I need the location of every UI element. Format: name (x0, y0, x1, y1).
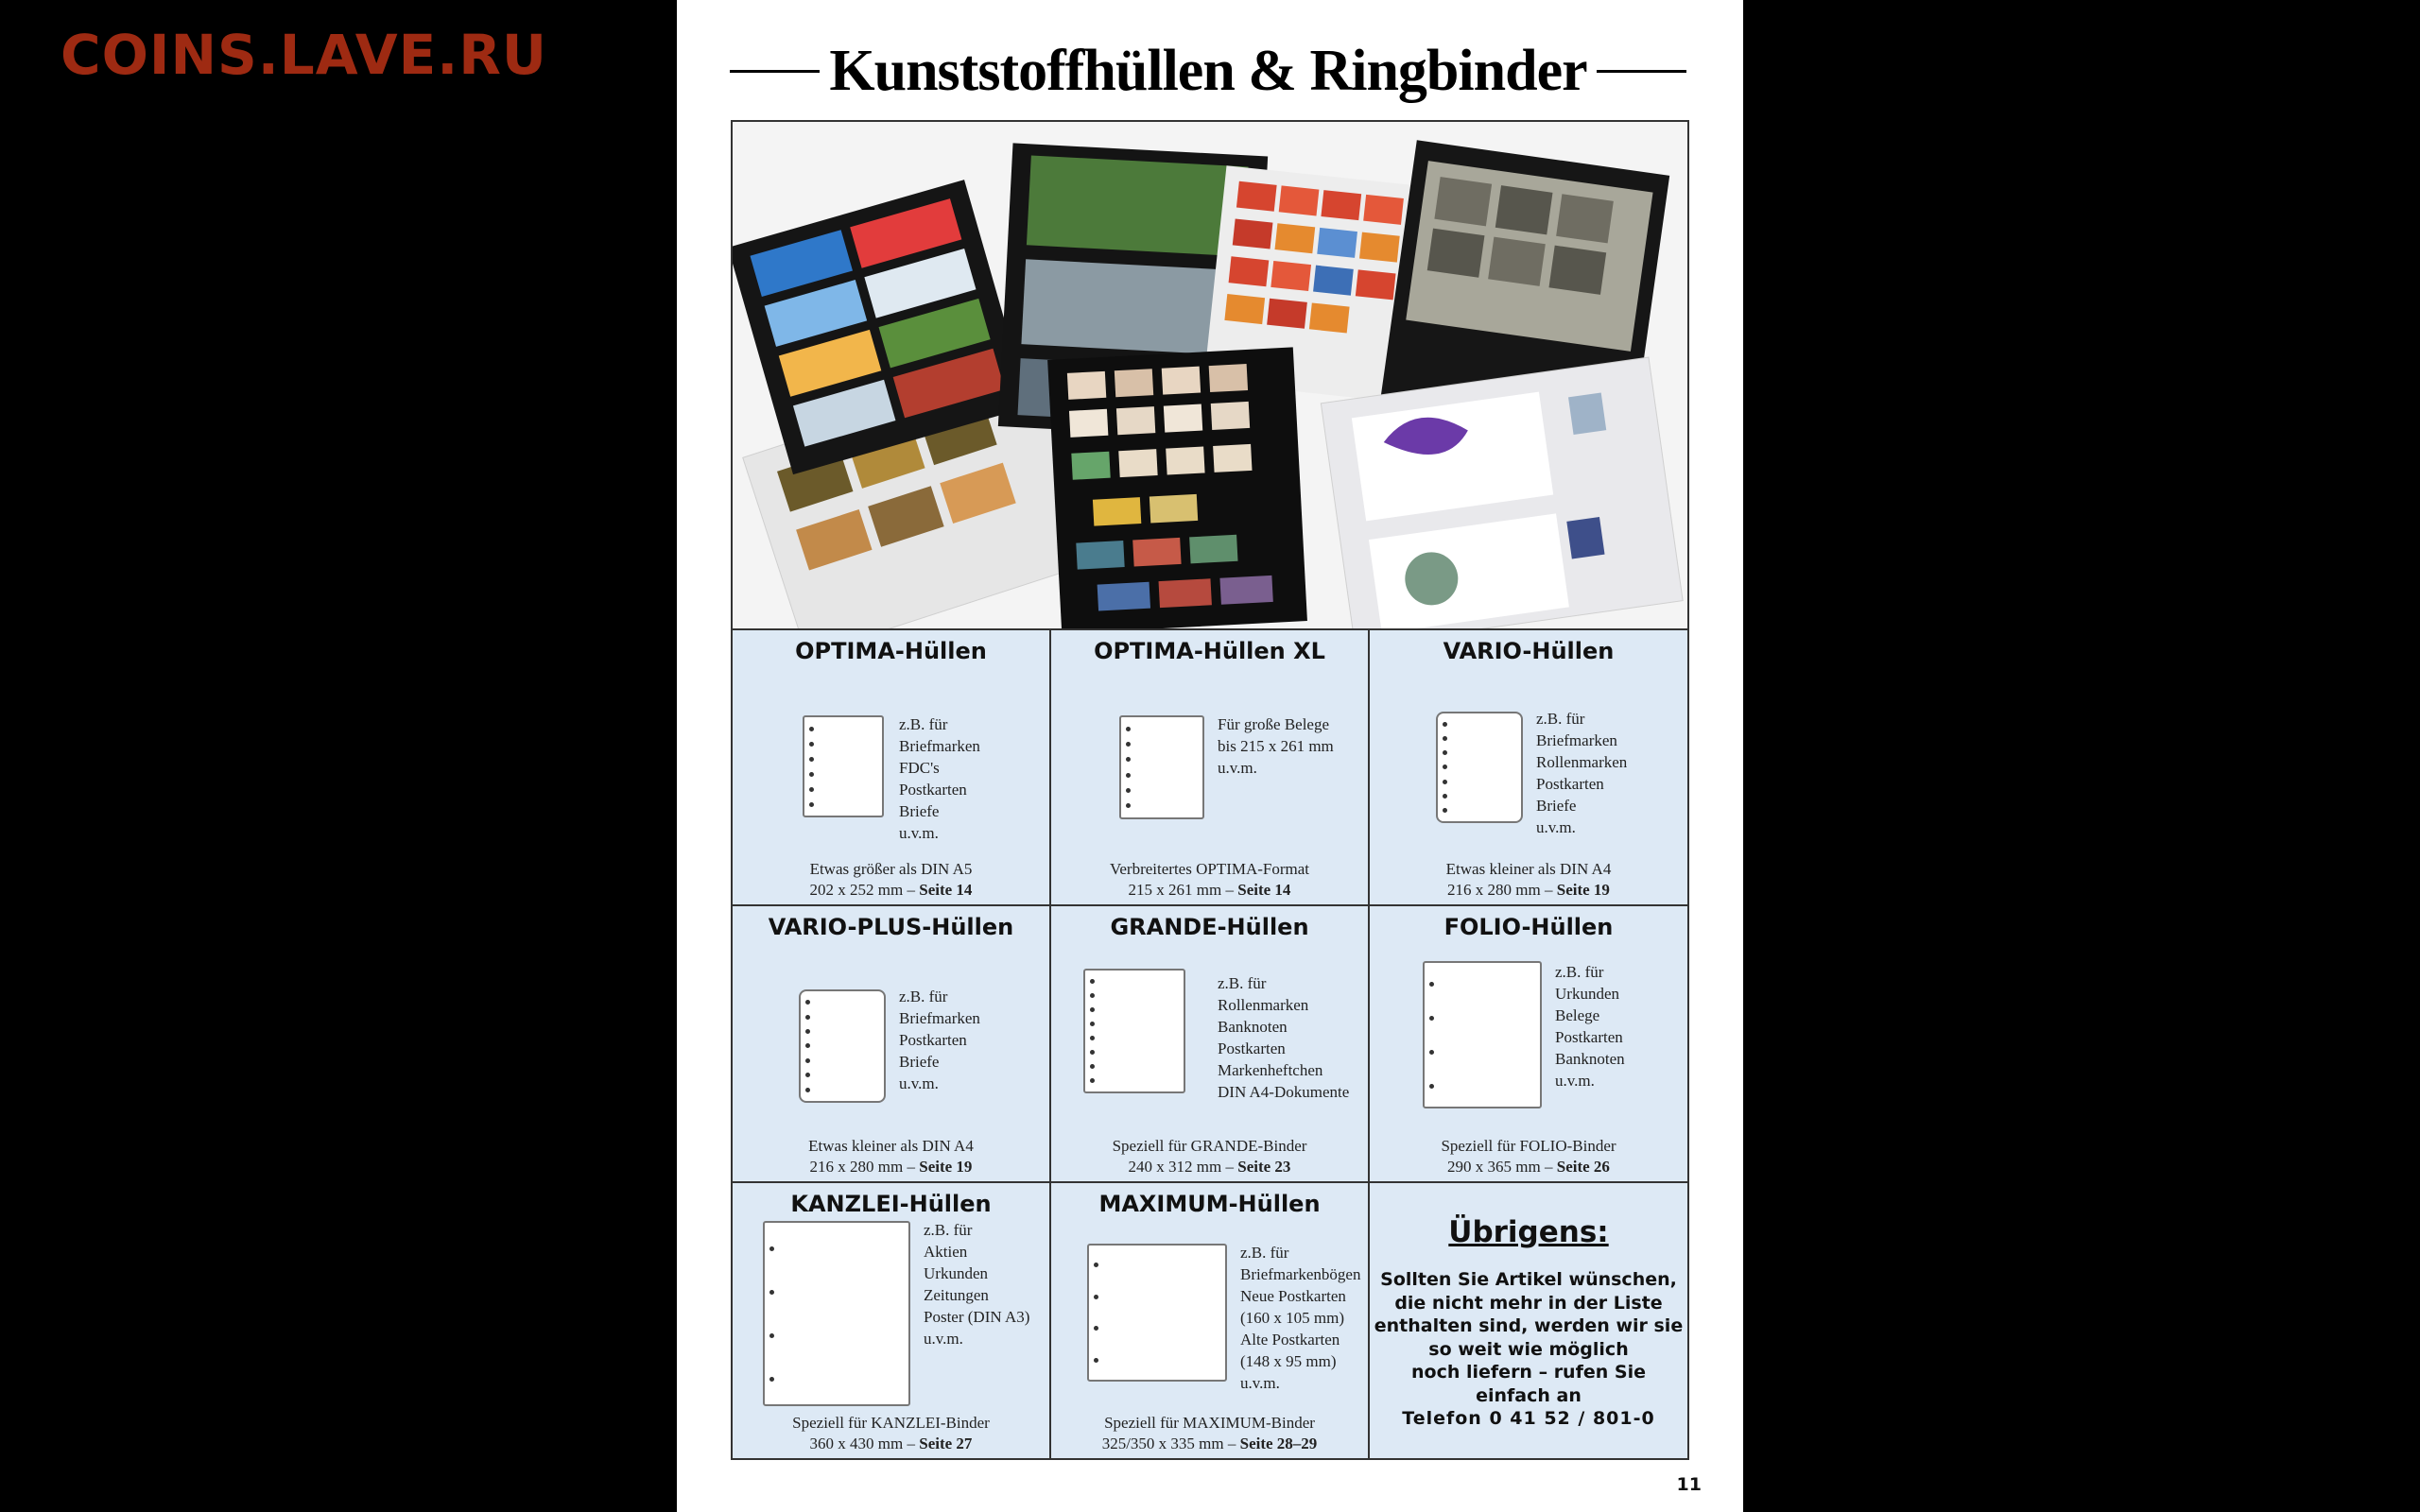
usage-item: Briefmarken (899, 737, 980, 755)
product-description: Speziell für KANZLEI-Binder (792, 1414, 990, 1432)
usage-list (899, 986, 980, 1094)
note-cell (1370, 1181, 1687, 1458)
product-description: Speziell für MAXIMUM-Binder (1104, 1414, 1315, 1432)
usage-item: Briefmarken (1536, 731, 1617, 749)
product-footer: Speziell für MAXIMUM-Binder 325/350 x 335 mm – Seite 28–29 (1051, 1413, 1368, 1454)
product-description: Etwas kleiner als DIN A4 (1445, 860, 1612, 878)
product-cell (733, 904, 1051, 1181)
usage-item: u.v.m. (1218, 759, 1257, 777)
product-size: 216 x 280 mm (809, 1158, 904, 1176)
page-reference: Seite 27 (919, 1435, 973, 1452)
sleeve-icon (763, 1221, 910, 1406)
product-footer: Speziell für FOLIO-Binder 290 x 365 mm – Seite 26 (1370, 1136, 1687, 1177)
usage-item: Postkarten (899, 781, 967, 799)
product-title: VARIO-Hüllen (1443, 638, 1615, 664)
catalog-page (677, 0, 1743, 1512)
product-title: OPTIMA-Hüllen XL (1094, 638, 1325, 664)
usage-item: DIN A4-Dokumente (1218, 1083, 1350, 1101)
product-description: Etwas größer als DIN A5 (809, 860, 973, 878)
usage-item: z.B. für (1536, 710, 1585, 728)
sleeve-icon (1423, 961, 1542, 1108)
note-line: einfach an (1476, 1384, 1582, 1406)
page-reference: Seite 19 (919, 1158, 973, 1176)
product-grid (733, 628, 1687, 1458)
page-reference: Seite 14 (1237, 881, 1291, 899)
usage-list (924, 1219, 1029, 1349)
usage-list (1218, 972, 1349, 1103)
sleeve-icon (1087, 1244, 1227, 1382)
product-frame (731, 120, 1689, 1460)
title-rule-left (730, 70, 820, 73)
product-title: MAXIMUM-Hüllen (1098, 1191, 1321, 1217)
usage-item: Briefe (899, 802, 940, 820)
usage-list (1218, 713, 1334, 779)
product-description: Etwas kleiner als DIN A4 (808, 1137, 974, 1155)
note-line: die nicht mehr in der Liste (1394, 1292, 1663, 1314)
page-reference: Seite 19 (1556, 881, 1610, 899)
note-line: noch liefern – rufen Sie (1411, 1362, 1646, 1383)
product-size: 202 x 252 mm (809, 881, 904, 899)
product-size: 216 x 280 mm (1447, 881, 1541, 899)
product-photo (733, 122, 1687, 628)
product-footer: Speziell für KANZLEI-Binder 360 x 430 mm – Seite 27 (733, 1413, 1049, 1454)
product-size: 360 x 430 mm (809, 1435, 904, 1452)
product-footer: Etwas größer als DIN A5 202 x 252 mm – Seite 14 (733, 859, 1049, 901)
usage-item: z.B. für (1240, 1244, 1289, 1262)
usage-item: Markenheftchen (1218, 1061, 1323, 1079)
page-reference: Seite 23 (1237, 1158, 1291, 1176)
usage-item: Rollenmarken (1218, 996, 1309, 1014)
product-title: FOLIO-Hüllen (1443, 914, 1614, 940)
page-number: 11 (1676, 1474, 1702, 1495)
usage-item: Postkarten (1218, 1040, 1286, 1057)
product-footer: Etwas kleiner als DIN A4 216 x 280 mm – Seite 19 (1370, 859, 1687, 901)
usage-item: Neue Postkarten (1240, 1287, 1346, 1305)
usage-item: Zeitungen (924, 1286, 989, 1304)
product-cell (1370, 904, 1687, 1181)
note-line: so weit wie möglich (1428, 1338, 1629, 1360)
usage-item: FDC's (899, 759, 940, 777)
product-footer: Etwas kleiner als DIN A4 216 x 280 mm – Seite 19 (733, 1136, 1049, 1177)
usage-item: Für große Belege (1218, 715, 1330, 733)
usage-item: z.B. für (924, 1221, 973, 1239)
usage-item: Briefe (899, 1053, 940, 1071)
usage-item: bis 215 x 261 mm (1218, 737, 1334, 755)
product-footer: Verbreitertes OPTIMA-Format 215 x 261 mm – Seite 14 (1051, 859, 1368, 901)
usage-item: Urkunden (924, 1264, 988, 1282)
usage-item: u.v.m. (1555, 1072, 1595, 1090)
product-size: 215 x 261 mm (1128, 881, 1222, 899)
usage-item: Briefmarkenbögen (1240, 1265, 1361, 1283)
usage-item: Postkarten (1555, 1028, 1623, 1046)
product-cell (1051, 628, 1370, 904)
usage-item: Banknoten (1218, 1018, 1288, 1036)
usage-item: u.v.m. (924, 1330, 963, 1348)
product-description: Verbreitertes OPTIMA-Format (1109, 860, 1310, 878)
product-footer: Speziell für GRANDE-Binder 240 x 312 mm – Seite 23 (1051, 1136, 1368, 1177)
product-cell (1051, 904, 1370, 1181)
page-reference: Seite 14 (919, 881, 973, 899)
product-cell (1370, 628, 1687, 904)
phone-number: Telefon 0 41 52 / 801-0 (1402, 1408, 1655, 1429)
product-cell (733, 628, 1051, 904)
page-reference: Seite 28–29 (1239, 1435, 1318, 1452)
usage-list (1536, 708, 1627, 838)
product-title: VARIO-PLUS-Hüllen (768, 914, 1014, 940)
product-cell (1051, 1181, 1370, 1458)
product-title: GRANDE-Hüllen (1110, 914, 1309, 940)
sleeve-icon (1119, 715, 1204, 819)
product-title: KANZLEI-Hüllen (790, 1191, 992, 1217)
note-line: Sollten Sie Artikel wünschen, (1380, 1269, 1677, 1290)
usage-item: Rollenmarken (1536, 753, 1628, 771)
usage-item: (148 x 95 mm) (1240, 1352, 1337, 1370)
product-description: Speziell für FOLIO-Binder (1441, 1137, 1616, 1155)
usage-item: Briefmarken (899, 1009, 980, 1027)
usage-item: Banknoten (1555, 1050, 1625, 1068)
usage-item: u.v.m. (1240, 1374, 1280, 1392)
usage-item: Postkarten (899, 1031, 967, 1049)
album-pages-illustration (733, 122, 1687, 628)
usage-item: z.B. für (899, 988, 948, 1005)
usage-item: u.v.m. (899, 1074, 939, 1092)
sleeve-icon (1436, 712, 1523, 823)
product-size: 325/350 x 335 mm (1101, 1435, 1224, 1452)
usage-item: Briefe (1536, 797, 1577, 815)
usage-item: z.B. für (1555, 963, 1604, 981)
usage-item: u.v.m. (1536, 818, 1576, 836)
usage-item: z.B. für (899, 715, 948, 733)
sleeve-icon (799, 989, 886, 1103)
usage-list (1555, 961, 1625, 1091)
usage-item: Alte Postkarten (1240, 1331, 1340, 1349)
note-line: enthalten sind, werden wir sie (1374, 1315, 1684, 1336)
usage-item: Poster (DIN A3) (924, 1308, 1030, 1326)
note-body (1370, 1268, 1687, 1431)
title-row (730, 28, 1686, 113)
usage-item: z.B. für (1218, 974, 1267, 992)
note-heading: Übrigens: (1448, 1215, 1609, 1249)
usage-item: Postkarten (1536, 775, 1604, 793)
product-title: OPTIMA-Hüllen (795, 638, 987, 664)
sleeve-icon (803, 715, 884, 817)
sleeve-icon (1083, 969, 1185, 1093)
product-size: 240 x 312 mm (1128, 1158, 1222, 1176)
product-size: 290 x 365 mm (1447, 1158, 1541, 1176)
product-description: Speziell für GRANDE-Binder (1112, 1137, 1307, 1155)
usage-item: Urkunden (1555, 985, 1619, 1003)
usage-item: (160 x 105 mm) (1240, 1309, 1345, 1327)
usage-list (899, 713, 980, 844)
usage-item: u.v.m. (899, 824, 939, 842)
usage-item: Aktien (924, 1243, 968, 1261)
usage-item: Belege (1555, 1006, 1600, 1024)
page-title: Kunststoffhüllen & Ringbinder (829, 38, 1587, 103)
usage-list (1240, 1242, 1360, 1394)
watermark: COINS.LAVE.RU (60, 23, 548, 87)
title-rule-right (1597, 70, 1686, 73)
product-cell (733, 1181, 1051, 1458)
page-reference: Seite 26 (1556, 1158, 1610, 1176)
